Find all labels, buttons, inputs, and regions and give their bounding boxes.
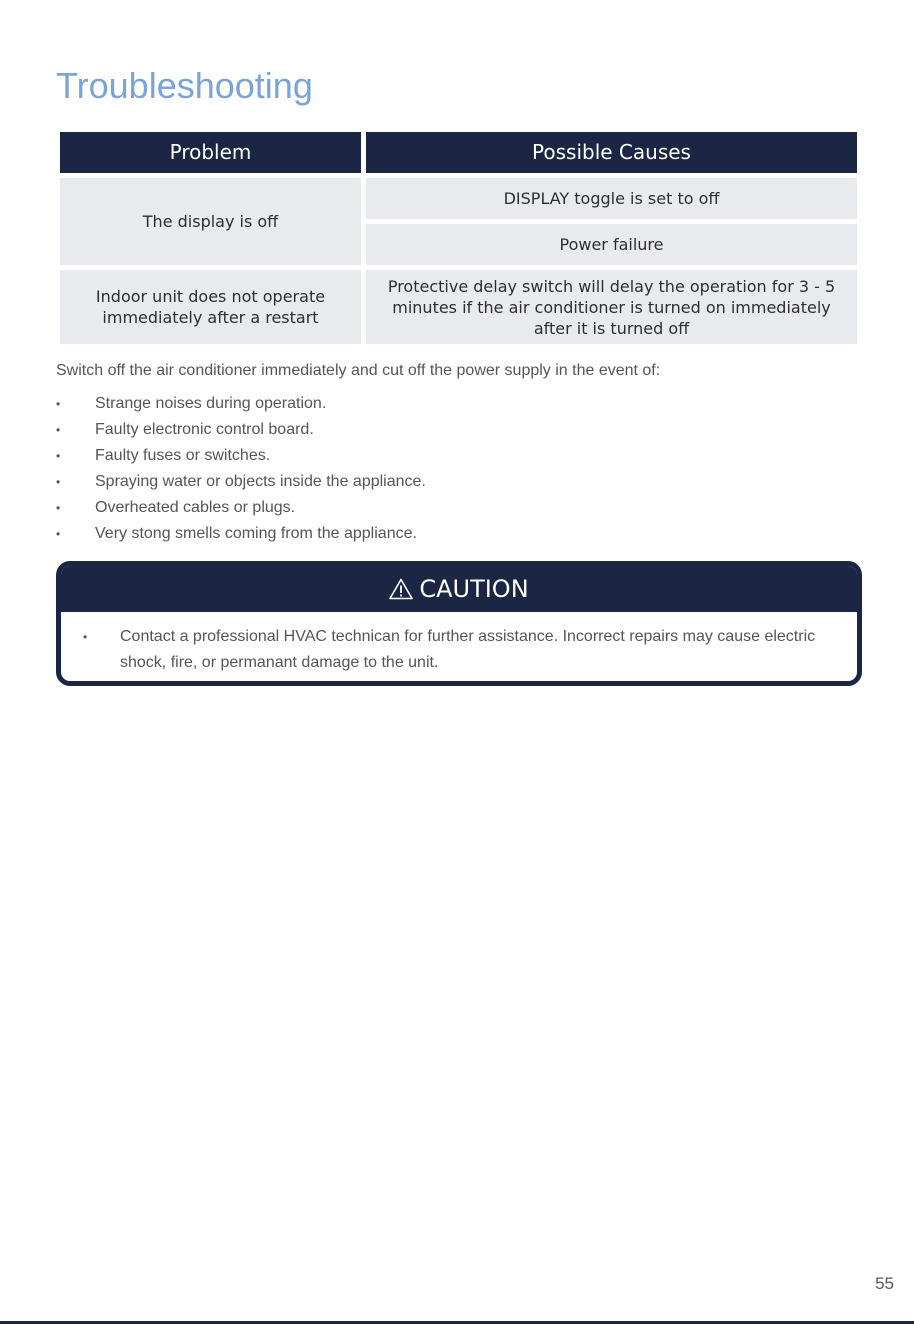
warning-triangle-icon xyxy=(389,578,413,600)
list-item xyxy=(56,419,426,445)
caution-body xyxy=(61,612,857,676)
caution-title: CAUTION xyxy=(419,575,529,603)
bullet-icon: • xyxy=(56,475,61,489)
bullet-icon: • xyxy=(56,423,61,437)
list-item-text: Very stong smells coming from the appliance. xyxy=(95,525,417,542)
bullet-icon: • xyxy=(56,527,61,541)
list-item xyxy=(56,523,426,549)
column-header-possible-causes: Possible Causes xyxy=(366,132,857,173)
table-cell-cause: DISPLAY toggle is set to off xyxy=(366,178,857,219)
safety-list xyxy=(56,393,426,549)
list-item xyxy=(56,445,426,471)
caution-header xyxy=(61,566,857,612)
column-header-problem: Problem xyxy=(60,132,361,173)
list-item-text: Faulty electronic control board. xyxy=(95,421,314,438)
list-item xyxy=(56,393,426,419)
page-number: 55 xyxy=(875,1274,894,1293)
page-title: Troubleshooting xyxy=(56,65,313,106)
bullet-icon: • xyxy=(56,397,61,411)
bullet-icon: • xyxy=(56,501,61,515)
table-cell-cause: Power failure xyxy=(366,224,857,265)
list-item-text: Faulty fuses or switches. xyxy=(95,447,271,464)
list-item xyxy=(56,497,426,523)
safety-intro: Switch off the air conditioner immediately and cut off the power supply in the event of: xyxy=(56,362,661,379)
table-cell-problem: Indoor unit does not operate immediately after a restart xyxy=(60,270,361,344)
caution-box xyxy=(56,561,862,686)
table-cell-cause: Protective delay switch will delay the operation for 3 - 5 minutes if the air conditioner is turned on immediately after it is turned off xyxy=(366,270,857,344)
bullet-icon: • xyxy=(56,449,61,463)
list-item xyxy=(56,471,426,497)
list-item-text: Overheated cables or plugs. xyxy=(95,499,296,516)
bullet-icon: • xyxy=(83,630,88,644)
list-item-text: Strange noises during operation. xyxy=(95,395,327,412)
caution-text: Contact a professional HVAC technican for further assistance. Incorrect repairs may cause electric shock, fire, or permanant damage to the unit. xyxy=(120,628,816,671)
list-item-text: Spraying water or objects inside the appliance. xyxy=(95,473,426,490)
troubleshooting-table xyxy=(60,132,857,344)
table-cell-problem: The display is off xyxy=(60,178,361,265)
